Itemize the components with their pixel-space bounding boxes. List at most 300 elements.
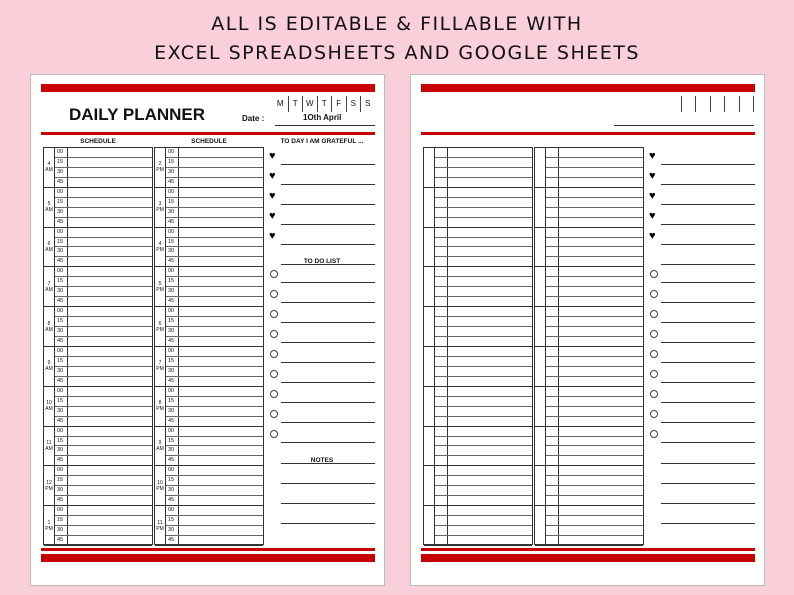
- minute-label: 30: [55, 367, 68, 376]
- minute-label: 15: [166, 238, 179, 247]
- schedule-slot[interactable]: [435, 387, 532, 397]
- minute-label: 30: [55, 208, 68, 217]
- schedule-slot[interactable]: [546, 427, 643, 437]
- schedule-slot[interactable]: [55, 257, 152, 267]
- schedule-slot[interactable]: [546, 267, 643, 277]
- grateful-line[interactable]: [281, 164, 375, 165]
- minute-label: [546, 526, 559, 535]
- todo-line[interactable]: [281, 322, 375, 323]
- schedule-slot[interactable]: [546, 417, 643, 427]
- schedule-slot[interactable]: [166, 198, 263, 208]
- grateful-line[interactable]: [281, 224, 375, 225]
- schedule-slot[interactable]: [546, 198, 643, 208]
- schedule-slot[interactable]: [546, 287, 643, 297]
- circle-checkbox-icon[interactable]: [650, 430, 658, 438]
- minute-label: [435, 466, 448, 475]
- schedule-slot[interactable]: [435, 437, 532, 447]
- schedule-slot[interactable]: [166, 516, 263, 526]
- schedule-slot[interactable]: [546, 476, 643, 486]
- circle-checkbox-icon[interactable]: [270, 310, 278, 318]
- hour-block: [44, 307, 152, 347]
- minute-label: [435, 456, 448, 466]
- circle-checkbox-icon[interactable]: [270, 330, 278, 338]
- notes-line[interactable]: [661, 463, 755, 464]
- weekday-selector-blank: [666, 96, 768, 112]
- schedule-slot[interactable]: [435, 238, 532, 248]
- hour-block: [535, 387, 643, 427]
- schedule-slot[interactable]: [546, 536, 643, 546]
- circle-checkbox-icon[interactable]: [650, 370, 658, 378]
- schedule-slot[interactable]: [166, 377, 263, 387]
- weekday-2[interactable]: W: [302, 96, 317, 112]
- notes-line[interactable]: [661, 523, 755, 524]
- weekday-5[interactable]: S: [346, 96, 361, 112]
- weekday-1[interactable]: T: [288, 96, 303, 112]
- schedule-slot[interactable]: [55, 516, 152, 526]
- schedule-slot[interactable]: [546, 178, 643, 188]
- schedule-slot[interactable]: [55, 437, 152, 447]
- schedule-slot[interactable]: [546, 277, 643, 287]
- circle-checkbox-icon[interactable]: [270, 350, 278, 358]
- minute-label: 00: [166, 267, 179, 276]
- schedule-slot[interactable]: [435, 168, 532, 178]
- schedule-slot[interactable]: [55, 188, 152, 198]
- grateful-line[interactable]: [661, 184, 755, 185]
- todo-line[interactable]: [281, 302, 375, 303]
- weekday-4[interactable]: F: [331, 96, 346, 112]
- schedule-slot[interactable]: [55, 337, 152, 347]
- schedule-slot[interactable]: [546, 367, 643, 377]
- grateful-line[interactable]: [661, 164, 755, 165]
- schedule-slot[interactable]: [166, 367, 263, 377]
- schedule-slot[interactable]: [55, 446, 152, 456]
- hour-label: [424, 466, 435, 505]
- grateful-line[interactable]: [281, 204, 375, 205]
- schedule-slot[interactable]: [166, 158, 263, 168]
- minute-label: 00: [55, 148, 68, 157]
- schedule-slot[interactable]: [435, 317, 532, 327]
- notes-line[interactable]: [661, 503, 755, 504]
- schedule-slot[interactable]: [435, 367, 532, 377]
- schedule-slot[interactable]: [435, 536, 532, 546]
- schedule-slot[interactable]: [55, 486, 152, 496]
- schedule-slot[interactable]: [55, 526, 152, 536]
- circle-checkbox-icon[interactable]: [270, 390, 278, 398]
- hour-block: [44, 228, 152, 268]
- minute-label: 00: [55, 506, 68, 515]
- date-field[interactable]: 1Oth April: [303, 113, 342, 122]
- hour-label: [535, 188, 546, 227]
- schedule-slot[interactable]: [435, 198, 532, 208]
- schedule-slot[interactable]: [166, 178, 263, 188]
- hour-period: AM: [45, 366, 53, 373]
- schedule-slot[interactable]: [166, 218, 263, 228]
- hour-block: [424, 466, 532, 506]
- schedule-slot[interactable]: [55, 347, 152, 357]
- minute-label: [546, 476, 559, 485]
- schedule-slot[interactable]: [166, 387, 263, 397]
- schedule-slot[interactable]: [166, 466, 263, 476]
- schedule-slot[interactable]: [546, 347, 643, 357]
- hour-label: [155, 347, 166, 386]
- minute-label: [435, 188, 448, 197]
- hour-block: [44, 347, 152, 387]
- schedule-slot[interactable]: [166, 506, 263, 516]
- schedule-slot[interactable]: [435, 158, 532, 168]
- circle-checkbox-icon[interactable]: [270, 270, 278, 278]
- schedule-slot[interactable]: [55, 397, 152, 407]
- todo-line[interactable]: [281, 342, 375, 343]
- hour-period: PM: [156, 406, 164, 413]
- schedule-slot[interactable]: [166, 327, 263, 337]
- weekday-3[interactable]: T: [317, 96, 332, 112]
- todo-line[interactable]: [661, 362, 755, 363]
- schedule-slot[interactable]: [435, 476, 532, 486]
- schedule-slot[interactable]: [166, 228, 263, 238]
- hour-block: [424, 387, 532, 427]
- hour-number: 3: [158, 201, 162, 208]
- minute-label: [435, 247, 448, 256]
- schedule-slot[interactable]: [55, 267, 152, 277]
- schedule-slot[interactable]: [546, 208, 643, 218]
- schedule-slot[interactable]: [546, 158, 643, 168]
- schedule-slot[interactable]: [546, 228, 643, 238]
- minute-label: 00: [55, 188, 68, 197]
- minute-label: [435, 158, 448, 167]
- schedule-slot[interactable]: [435, 456, 532, 466]
- schedule-slot[interactable]: [55, 407, 152, 417]
- schedule-slot[interactable]: [166, 427, 263, 437]
- schedule-slot[interactable]: [546, 397, 643, 407]
- circle-checkbox-icon[interactable]: [270, 430, 278, 438]
- schedule-slot[interactable]: [55, 506, 152, 516]
- todo-header: TO DO LIST: [303, 258, 341, 265]
- schedule-slot[interactable]: [546, 496, 643, 506]
- schedule-slot[interactable]: [55, 178, 152, 188]
- schedule-slot[interactable]: [55, 367, 152, 377]
- schedule-slot[interactable]: [546, 387, 643, 397]
- schedule-slot[interactable]: [166, 287, 263, 297]
- schedule-slot[interactable]: [546, 486, 643, 496]
- grateful-line[interactable]: [281, 244, 375, 245]
- schedule-column-2: [154, 147, 264, 545]
- weekday-0[interactable]: M: [276, 99, 284, 108]
- schedule-slot[interactable]: [166, 417, 263, 427]
- schedule-slot[interactable]: [435, 427, 532, 437]
- schedule-slot[interactable]: [546, 516, 643, 526]
- schedule-slot[interactable]: [166, 257, 263, 267]
- schedule-slot[interactable]: [166, 446, 263, 456]
- schedule-slot[interactable]: [435, 417, 532, 427]
- hour-block: [424, 427, 532, 467]
- schedule-slot[interactable]: [55, 208, 152, 218]
- todo-line[interactable]: [661, 422, 755, 423]
- circle-checkbox-icon[interactable]: [650, 270, 658, 278]
- schedule-slot[interactable]: [546, 466, 643, 476]
- schedule-slot[interactable]: [435, 526, 532, 536]
- grateful-line[interactable]: [661, 204, 755, 205]
- schedule-slot[interactable]: [546, 188, 643, 198]
- schedule-slot[interactable]: [55, 277, 152, 287]
- minute-label: 00: [166, 307, 179, 316]
- schedule-slot[interactable]: [55, 228, 152, 238]
- schedule-slot[interactable]: [546, 297, 643, 307]
- schedule-slot[interactable]: [55, 198, 152, 208]
- circle-checkbox-icon[interactable]: [650, 330, 658, 338]
- schedule-slot[interactable]: [55, 377, 152, 387]
- minute-label: [435, 476, 448, 485]
- todo-line[interactable]: [281, 362, 375, 363]
- minute-label: [435, 228, 448, 237]
- hour-label: [155, 267, 166, 306]
- schedule-slot[interactable]: [435, 277, 532, 287]
- schedule-slot[interactable]: [166, 357, 263, 367]
- circle-checkbox-icon[interactable]: [650, 290, 658, 298]
- schedule-slot[interactable]: [166, 307, 263, 317]
- hour-block: [44, 506, 152, 546]
- schedule-slot[interactable]: [546, 238, 643, 248]
- schedule-slot[interactable]: [166, 536, 263, 546]
- notes-line[interactable]: [661, 483, 755, 484]
- schedule-slot[interactable]: [55, 238, 152, 248]
- schedule-slot[interactable]: [166, 247, 263, 257]
- schedule-slot[interactable]: [55, 476, 152, 486]
- schedule-slot[interactable]: [55, 158, 152, 168]
- schedule-slot[interactable]: [435, 307, 532, 317]
- schedule-slot[interactable]: [55, 496, 152, 506]
- schedule-slot[interactable]: [435, 267, 532, 277]
- circle-checkbox-icon[interactable]: [650, 350, 658, 358]
- schedule-slot[interactable]: [55, 456, 152, 466]
- schedule-slot[interactable]: [435, 178, 532, 188]
- schedule-slot[interactable]: [166, 168, 263, 178]
- minute-label: [546, 287, 559, 296]
- schedule-slot[interactable]: [166, 397, 263, 407]
- hour-number: 5: [47, 201, 51, 208]
- todo-line[interactable]: [661, 442, 755, 443]
- schedule-slot[interactable]: [546, 327, 643, 337]
- minute-label: [546, 208, 559, 217]
- circle-checkbox-icon[interactable]: [650, 310, 658, 318]
- schedule-slot[interactable]: [166, 148, 263, 158]
- schedule-slot[interactable]: [435, 506, 532, 516]
- todo-line[interactable]: [281, 442, 375, 443]
- schedule-slot[interactable]: [55, 327, 152, 337]
- schedule-slot[interactable]: [435, 407, 532, 417]
- schedule-slot[interactable]: [546, 446, 643, 456]
- schedule-slot[interactable]: [435, 148, 532, 158]
- circle-checkbox-icon[interactable]: [270, 290, 278, 298]
- schedule-slot[interactable]: [435, 516, 532, 526]
- banner-line-1: ALL IS EDITABLE & FILLABLE WITH: [211, 13, 583, 35]
- schedule-slot[interactable]: [166, 526, 263, 536]
- hour-block: [44, 466, 152, 506]
- schedule-slot[interactable]: [55, 247, 152, 257]
- minute-label: 00: [166, 466, 179, 475]
- schedule-slot[interactable]: [435, 297, 532, 307]
- schedule-slot[interactable]: [55, 287, 152, 297]
- schedule-slot[interactable]: [55, 168, 152, 178]
- schedule-slot[interactable]: [435, 228, 532, 238]
- schedule-slot[interactable]: [546, 307, 643, 317]
- schedule-slot[interactable]: [166, 486, 263, 496]
- schedule-slot[interactable]: [435, 287, 532, 297]
- notes-line[interactable]: [281, 483, 375, 484]
- hour-period: PM: [156, 485, 164, 492]
- hour-label: [535, 347, 546, 386]
- schedule-slot[interactable]: [166, 476, 263, 486]
- schedule-slot[interactable]: [435, 357, 532, 367]
- schedule-slot[interactable]: [166, 437, 263, 447]
- schedule-slot[interactable]: [166, 267, 263, 277]
- schedule-slot[interactable]: [435, 337, 532, 347]
- schedule-slot[interactable]: [546, 456, 643, 466]
- hour-number: 4: [158, 240, 162, 247]
- schedule-slot[interactable]: [435, 347, 532, 357]
- schedule-slot[interactable]: [55, 417, 152, 427]
- schedule-slot[interactable]: [166, 496, 263, 506]
- schedule-slot[interactable]: [55, 466, 152, 476]
- schedule-slot[interactable]: [166, 456, 263, 466]
- heart-icon: ♥: [269, 190, 276, 202]
- minute-label: 00: [55, 387, 68, 396]
- todo-line[interactable]: [281, 282, 375, 283]
- hour-block: [535, 188, 643, 228]
- hour-block: [44, 387, 152, 427]
- minute-label: 15: [166, 437, 179, 446]
- schedule-slot[interactable]: [546, 317, 643, 327]
- hour-label: [424, 427, 435, 466]
- minute-label: [546, 407, 559, 416]
- minute-label: [435, 208, 448, 217]
- schedule-slot[interactable]: [546, 357, 643, 367]
- schedule-slot[interactable]: [435, 188, 532, 198]
- notes-line[interactable]: [281, 503, 375, 504]
- hour-label: [44, 387, 55, 426]
- schedule-slot[interactable]: [546, 377, 643, 387]
- todo-line[interactable]: [661, 322, 755, 323]
- hour-period: AM: [45, 167, 53, 174]
- minute-label: 45: [55, 178, 68, 188]
- minute-label: [435, 238, 448, 247]
- minute-label: [546, 486, 559, 495]
- todo-line[interactable]: [661, 402, 755, 403]
- schedule-slot[interactable]: [546, 148, 643, 158]
- schedule-slot[interactable]: [546, 526, 643, 536]
- schedule-slot[interactable]: [546, 257, 643, 267]
- schedule-slot[interactable]: [435, 377, 532, 387]
- todo-line[interactable]: [661, 302, 755, 303]
- schedule-slot[interactable]: [435, 327, 532, 337]
- schedule-slot[interactable]: [546, 337, 643, 347]
- schedule-slot[interactable]: [435, 257, 532, 267]
- minute-label: [546, 387, 559, 396]
- schedule-slot[interactable]: [546, 218, 643, 228]
- schedule-slot[interactable]: [55, 536, 152, 546]
- schedule-slot[interactable]: [55, 317, 152, 327]
- heart-icon: ♥: [649, 210, 656, 222]
- top-red-bar: [41, 84, 375, 92]
- notes-line[interactable]: [281, 523, 375, 524]
- circle-checkbox-icon[interactable]: [270, 410, 278, 418]
- grateful-line[interactable]: [661, 244, 755, 245]
- minute-label: [546, 456, 559, 466]
- schedule-slot[interactable]: [546, 437, 643, 447]
- minute-label: [435, 267, 448, 276]
- schedule-slot[interactable]: [166, 297, 263, 307]
- weekday-6[interactable]: S: [360, 96, 375, 112]
- schedule-slot[interactable]: [435, 397, 532, 407]
- hour-label: [424, 267, 435, 306]
- schedule-slot[interactable]: [166, 317, 263, 327]
- schedule-slot[interactable]: [546, 247, 643, 257]
- minute-label: 30: [166, 407, 179, 416]
- schedule-slot[interactable]: [166, 337, 263, 347]
- grateful-line[interactable]: [281, 184, 375, 185]
- grateful-line[interactable]: [661, 224, 755, 225]
- schedule-slot[interactable]: [166, 238, 263, 248]
- minute-label: [546, 496, 559, 506]
- minute-label: [546, 198, 559, 207]
- circle-checkbox-icon[interactable]: [270, 370, 278, 378]
- minute-label: [435, 437, 448, 446]
- todo-line[interactable]: [661, 382, 755, 383]
- schedule-slot[interactable]: [55, 357, 152, 367]
- schedule-slot[interactable]: [435, 208, 532, 218]
- minute-label: [435, 257, 448, 267]
- hour-block: [535, 347, 643, 387]
- schedule-slot[interactable]: [166, 347, 263, 357]
- hour-block: [44, 148, 152, 188]
- todo-line[interactable]: [281, 382, 375, 383]
- minute-label: 30: [55, 287, 68, 296]
- schedule-slot[interactable]: [55, 387, 152, 397]
- schedule-slot[interactable]: [435, 218, 532, 228]
- todo-line[interactable]: [281, 402, 375, 403]
- schedule-slot[interactable]: [435, 247, 532, 257]
- schedule-slot[interactable]: [435, 496, 532, 506]
- circle-checkbox-icon[interactable]: [650, 410, 658, 418]
- schedule-slot[interactable]: [546, 168, 643, 178]
- schedule-slot[interactable]: [55, 218, 152, 228]
- hour-label: [155, 228, 166, 267]
- schedule-slot[interactable]: [55, 427, 152, 437]
- minute-label: 45: [55, 297, 68, 307]
- bottom-red-line: [41, 548, 375, 551]
- todo-line[interactable]: [661, 282, 755, 283]
- schedule-slot[interactable]: [435, 486, 532, 496]
- todo-line[interactable]: [281, 422, 375, 423]
- schedule-slot[interactable]: [166, 277, 263, 287]
- todo-line[interactable]: [661, 342, 755, 343]
- schedule-slot[interactable]: [435, 466, 532, 476]
- circle-checkbox-icon[interactable]: [650, 390, 658, 398]
- schedule-slot[interactable]: [166, 188, 263, 198]
- schedule-slot[interactable]: [546, 407, 643, 417]
- schedule-slot[interactable]: [435, 446, 532, 456]
- date-underline: [275, 125, 375, 126]
- schedule-slot[interactable]: [55, 148, 152, 158]
- minute-label: [546, 178, 559, 188]
- schedule-slot[interactable]: [546, 506, 643, 516]
- minute-label: [546, 307, 559, 316]
- schedule-slot[interactable]: [166, 208, 263, 218]
- schedule-slot[interactable]: [166, 407, 263, 417]
- schedule-slot[interactable]: [55, 307, 152, 317]
- minute-label: [435, 317, 448, 326]
- schedule-slot[interactable]: [55, 297, 152, 307]
- minute-label: [546, 377, 559, 387]
